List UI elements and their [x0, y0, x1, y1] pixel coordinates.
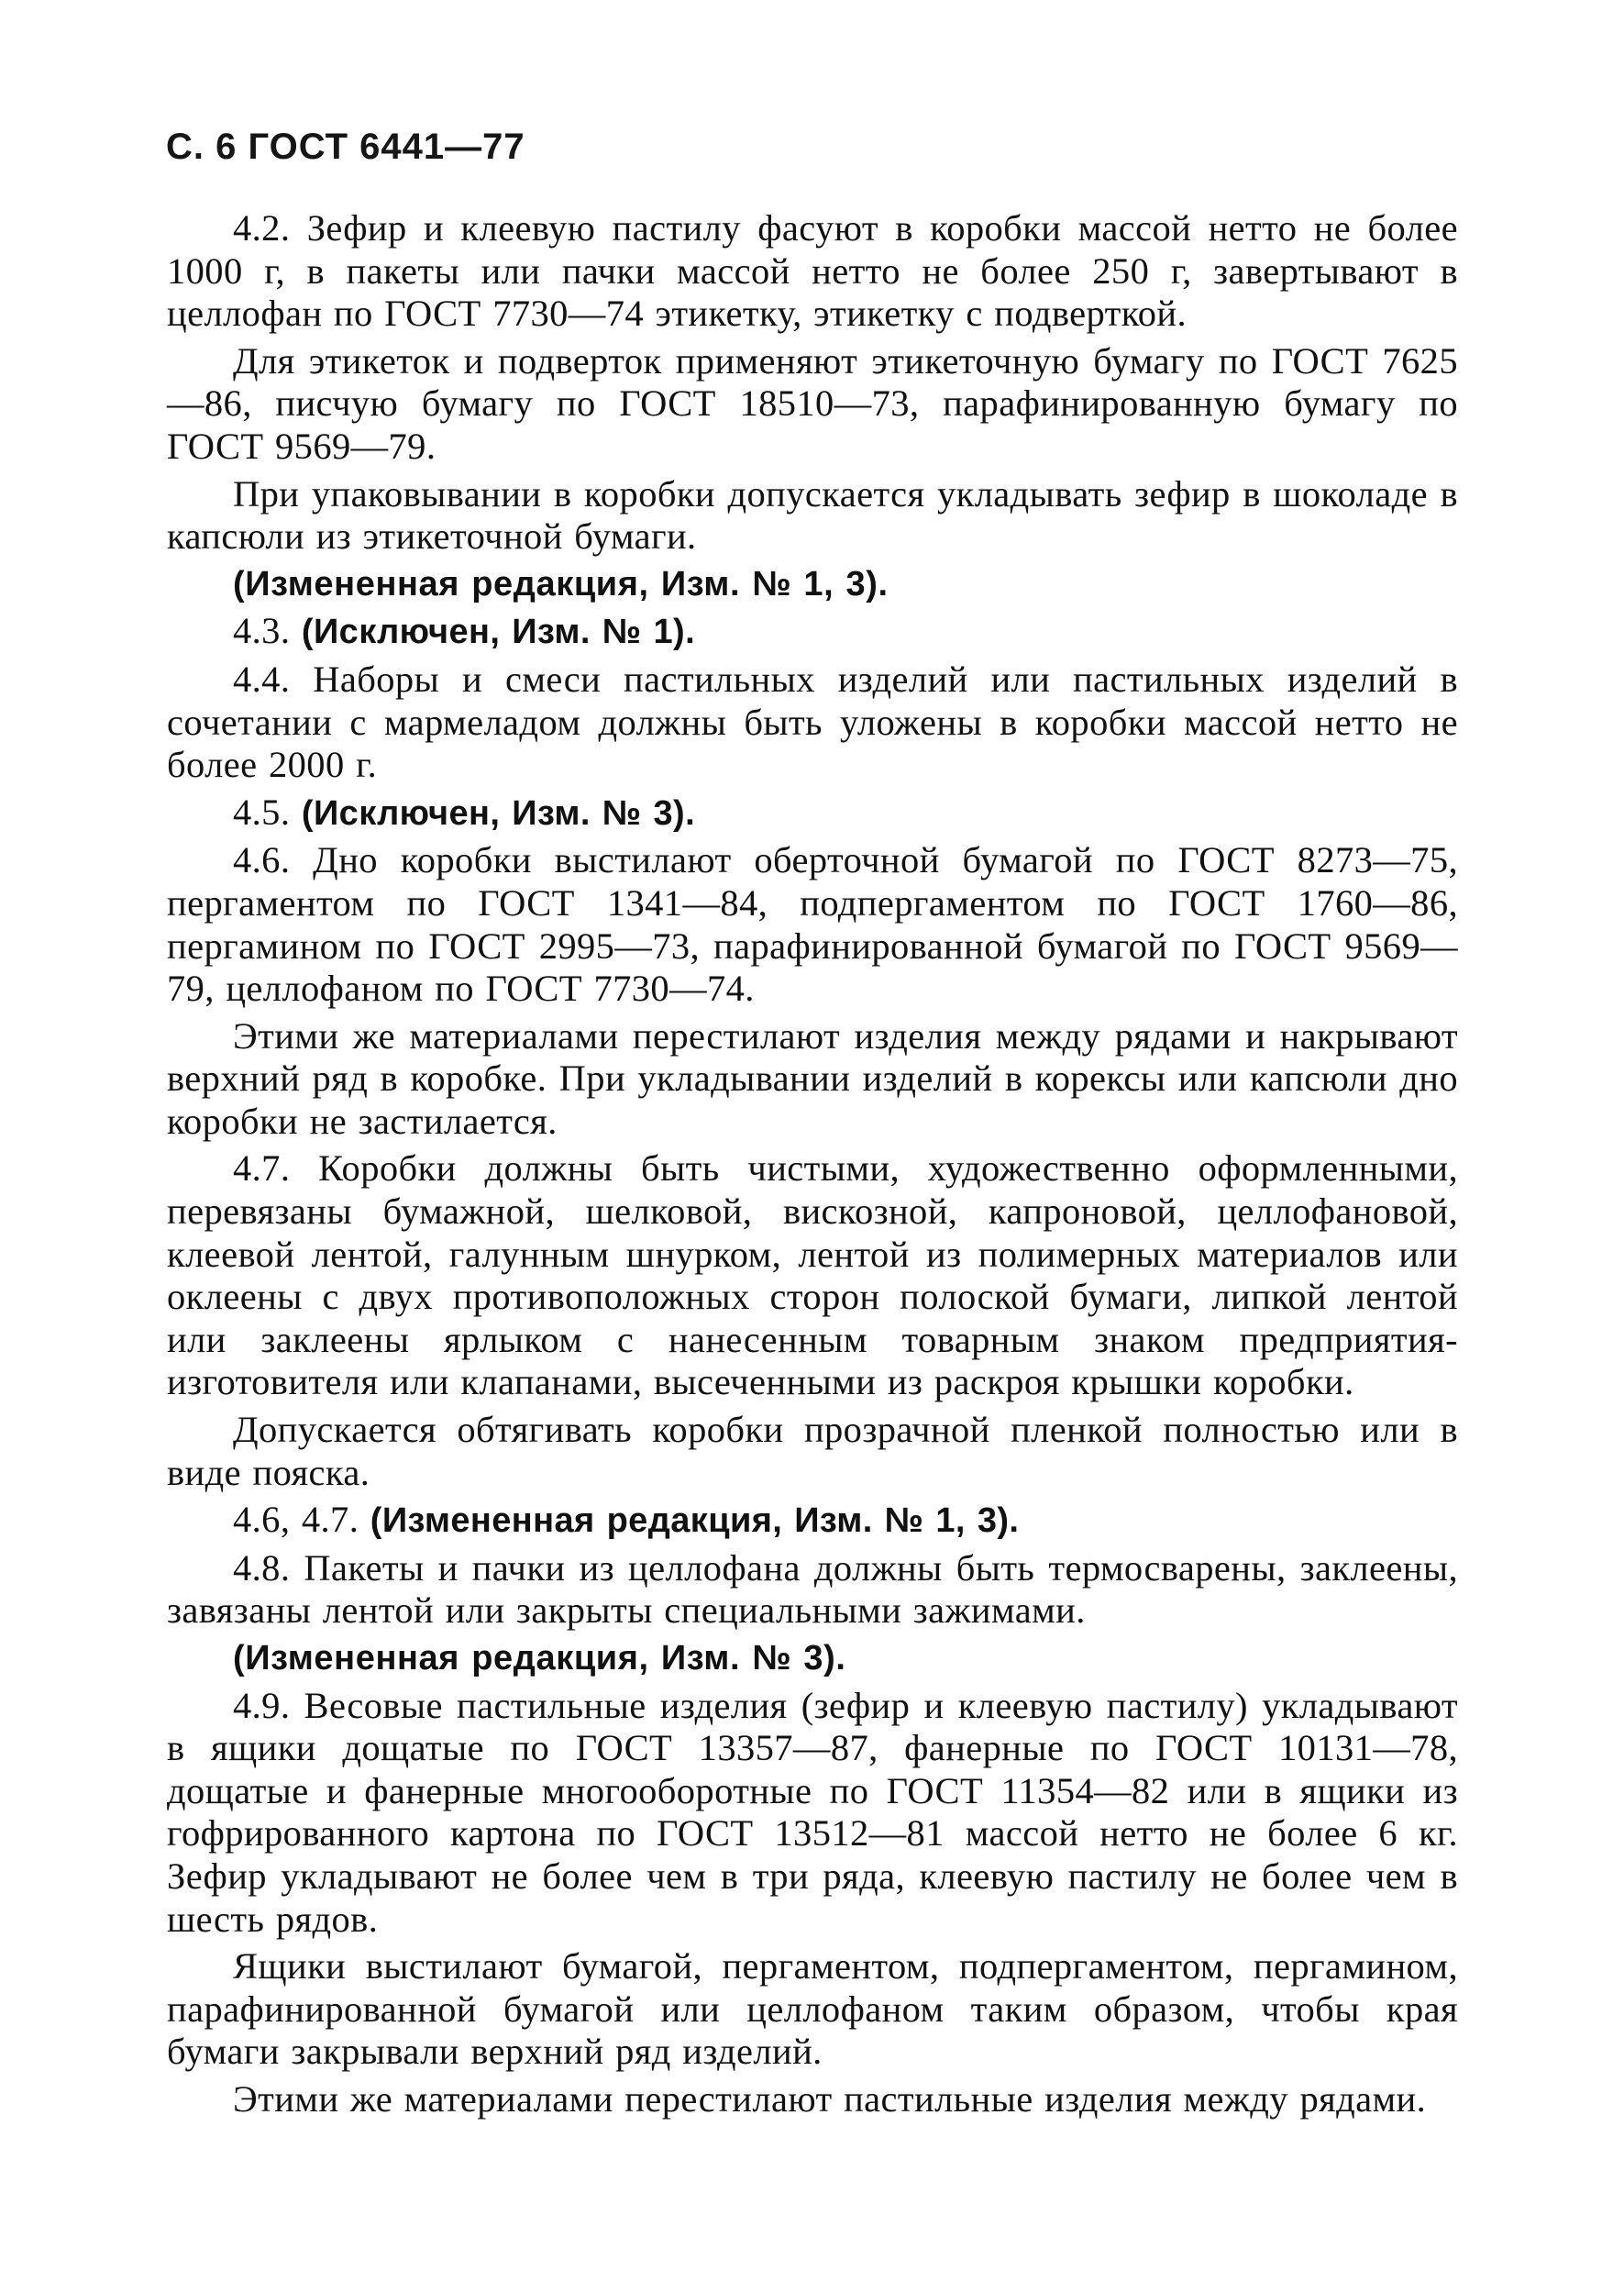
paragraph-4-2: 4.2. Зефир и клеевую пастилу фасуют в коробки массой нетто не более 1000 г, в пакеты или пачки массой нетто не более 250 г, завертывают в целлофан по ГОСТ 7730—74 этикетку, этикетку с подверткой.: [167, 207, 1458, 335]
paragraph-chocolate-capsules: При упаковывании в коробки допускается укладывать зефир в шоколаде в капсюли из этикеточной бумаги.: [167, 472, 1458, 558]
paragraph-4-8: 4.8. Пакеты и пачки из целлофана должны быть термосварены, заклеены, завязаны лентой или закрыты специальными зажимами.: [167, 1546, 1458, 1632]
paragraph-labels-paper: Для этикеток и подверток применяют этикеточную бумагу по ГОСТ 7625—86, писчую бумагу по ГОСТ 18510—73, парафинированную бумагу по ГОСТ 9569—79.: [167, 339, 1458, 467]
excluded-note-4-5: (Исключен, Изм. № 3).: [301, 793, 696, 833]
excluded-note-4-3: (Исключен, Изм. № 1).: [301, 613, 696, 652]
running-header: С. 6 ГОСТ 6441—77: [166, 127, 525, 167]
paragraph-4-4: 4.4. Наборы и смеси пастильных изделий или пастильных изделий в сочетании с мармеладом должны быть уложены в коробки массой нетто не более 2000 г.: [167, 658, 1458, 786]
clause-number-4-3: 4.3.: [233, 610, 291, 652]
clause-number-4-5: 4.5.: [233, 791, 291, 833]
paragraph-4-6-4-7-amendment: [167, 1499, 1458, 1543]
paragraph-4-5: [167, 792, 1458, 836]
paragraph-box-lining: Ящики выстилают бумагой, пергаментом, подпергаментом, пергамином, парафинированной бумагой или целлофаном таким образом, чтобы края бумаги закрывали верхний ряд изделий.: [167, 1945, 1458, 2073]
amendment-note-2: (Измененная редакция, Изм. № 1, 3).: [370, 1501, 1020, 1541]
paragraph-4-7: 4.7. Коробки должны быть чистыми, художественно оформленными, перевязаны бумажной, шелковой, вискозной, капроновой, целлофановой, клеевой лентой, галунным шнурком, лентой из полимерных материалов или оклеены с двух противоположных сторон полоской бумаги, липкой лентой или заклеены ярлыком с нанесенным товарным знаком предприятия-изготовителя или клапанами, высеченными из раскроя крышки коробки.: [167, 1147, 1458, 1403]
paragraph-layers-between-rows: Этими же материалами перестилают пастильные изделия между рядами.: [233, 2077, 1427, 2120]
paragraph-4-9: 4.9. Весовые пастильные изделия (зефир и клеевую пастилу) укладывают в ящики дощатые по ГОСТ 13357—87, фанерные по ГОСТ 10131—78, дощатые и фанерные многооборотные по ГОСТ 11354—82 или в ящики из гофрированного картона по ГОСТ 13512—81 массой нетто не более 6 кг. Зефир укладывают не более чем в три ряда, клеевую пастилу не более чем в шесть рядов.: [167, 1684, 1458, 1940]
clause-number-4-6-4-7: 4.6, 4.7.: [233, 1499, 359, 1541]
paragraph-between-rows: Этими же материалами перестилают изделия между рядами и накрывают верхний ряд в коробке. При укладывании изделий в корексы или капсюли дно коробки не застилается.: [167, 1014, 1458, 1142]
paragraph-film-wrap: Допускается обтягивать коробки прозрачной пленкой полностью или в виде пояска.: [167, 1409, 1458, 1493]
paragraph-4-3: [167, 610, 1458, 654]
amendment-note-3: (Измененная редакция, Изм. № 3).: [233, 1639, 846, 1677]
body-text: [167, 207, 1458, 2126]
paragraph-4-6: 4.6. Дно коробки выстилают оберточной бумагой по ГОСТ 8273—75, пергаментом по ГОСТ 1341—84, подпергаментом по ГОСТ 1760—86, пергамином по ГОСТ 2995—73, парафинированной бумагой по ГОСТ 9569—79, целлофаном по ГОСТ 7730—74.: [167, 839, 1458, 1010]
amendment-note-1: (Измененная редакция, Изм. № 1, 3).: [233, 564, 889, 603]
